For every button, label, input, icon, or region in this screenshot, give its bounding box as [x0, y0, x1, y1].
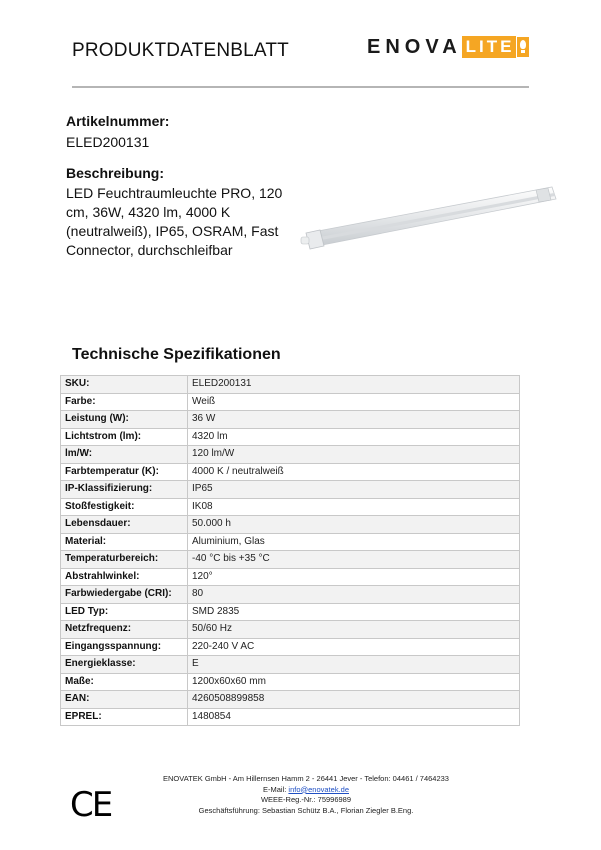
spec-row [61, 638, 520, 656]
spec-key: Farbtemperatur (K): [61, 463, 188, 481]
spec-section-title: Technische Spezifikationen [72, 346, 281, 363]
product-image-lamp [300, 175, 558, 265]
spec-row [61, 691, 520, 709]
spec-key: Maße: [61, 673, 188, 691]
spec-value: IP65 [188, 481, 520, 499]
ce-mark: CE [70, 785, 112, 825]
spec-value: SMD 2835 [188, 603, 520, 621]
spec-key: Stoßfestigkeit: [61, 498, 188, 516]
footer-weee: WEEE-Reg.-Nr.: 75996989 [260, 795, 352, 804]
enovalite-logo [367, 36, 529, 58]
spec-key: Abstrahlwinkel: [61, 568, 188, 586]
spec-value: 120 lm/W [188, 446, 520, 464]
spec-row [61, 586, 520, 604]
spec-key: IP-Klassifizierung: [61, 481, 188, 499]
spec-row [61, 551, 520, 569]
spec-key: SKU: [61, 376, 188, 394]
spec-row [61, 411, 520, 429]
spec-value: 120° [188, 568, 520, 586]
header-divider [72, 86, 529, 88]
spec-row [61, 533, 520, 551]
logo-text-lite: LITE [462, 36, 517, 58]
spec-row [61, 463, 520, 481]
spec-value: 36 W [188, 411, 520, 429]
spec-value: IK08 [188, 498, 520, 516]
spec-row [61, 481, 520, 499]
spec-value: 4320 lm [188, 428, 520, 446]
spec-row [61, 393, 520, 411]
footer-email-prefix: E-Mail: [263, 784, 289, 794]
spec-key: Temperaturbereich: [61, 551, 188, 569]
article-number-label: Artikelnummer: [66, 113, 170, 129]
description-value: LED Feuchtraumleuchte PRO, 120 cm, 36W, 4320 lm, 4000 K (neutralweiß), IP65, OSRAM, Fast Connector, durchschleifbar [66, 185, 283, 258]
spec-key: Farbwiedergabe (CRI): [61, 586, 188, 604]
spec-value: 50.000 h [188, 516, 520, 534]
spec-value: 50/60 Hz [188, 621, 520, 639]
lightbulb-icon [517, 37, 529, 57]
spec-key: EPREL: [61, 708, 188, 726]
spec-key: Lichtstrom (lm): [61, 428, 188, 446]
footer [150, 774, 462, 816]
spec-key: Leistung (W): [61, 411, 188, 429]
spec-table [60, 375, 520, 726]
spec-row [61, 376, 520, 394]
article-number-value: ELED200131 [66, 134, 150, 150]
spec-key: EAN: [61, 691, 188, 709]
spec-row [61, 621, 520, 639]
spec-value: 1480854 [188, 708, 520, 726]
spec-value: ELED200131 [188, 376, 520, 394]
spec-value: Weiß [188, 393, 520, 411]
spec-value: E [188, 656, 520, 674]
spec-value: Aluminium, Glas [188, 533, 520, 551]
spec-row [61, 603, 520, 621]
spec-value: 80 [188, 586, 520, 604]
spec-row [61, 428, 520, 446]
spec-row [61, 498, 520, 516]
footer-email-line [150, 785, 462, 796]
footer-address: ENOVATEK GmbH - Am Hillernsen Hamm 2 - 26441 Jever - Telefon: 04461 / 7464233 [163, 774, 449, 783]
spec-key: Lebensdauer: [61, 516, 188, 534]
spec-value: -40 °C bis +35 °C [188, 551, 520, 569]
footer-management: Geschäftsführung: Sebastian Schütz B.A., Florian Ziegler B.Eng. [198, 805, 414, 815]
page-title: PRODUKTDATENBLATT [72, 40, 289, 61]
spec-value: 4000 K / neutralweiß [188, 463, 520, 481]
spec-key: Netzfrequenz: [61, 621, 188, 639]
spec-row [61, 673, 520, 691]
spec-key: lm/W: [61, 446, 188, 464]
spec-key: LED Typ: [61, 603, 188, 621]
email-link[interactable]: info@enovatek.de [288, 784, 349, 794]
spec-row [61, 708, 520, 726]
spec-row [61, 516, 520, 534]
spec-row [61, 568, 520, 586]
spec-value: 1200x60x60 mm [188, 673, 520, 691]
spec-value: 220-240 V AC [188, 638, 520, 656]
spec-row [61, 656, 520, 674]
spec-key: Farbe: [61, 393, 188, 411]
spec-key: Eingangsspannung: [61, 638, 188, 656]
logo-text-enova: ENOVA [367, 35, 462, 58]
spec-row [61, 446, 520, 464]
spec-value: 4260508899858 [188, 691, 520, 709]
spec-key: Energieklasse: [61, 656, 188, 674]
description-label: Beschreibung: [66, 165, 165, 181]
spec-table-body [61, 376, 520, 726]
spec-key: Material: [61, 533, 188, 551]
